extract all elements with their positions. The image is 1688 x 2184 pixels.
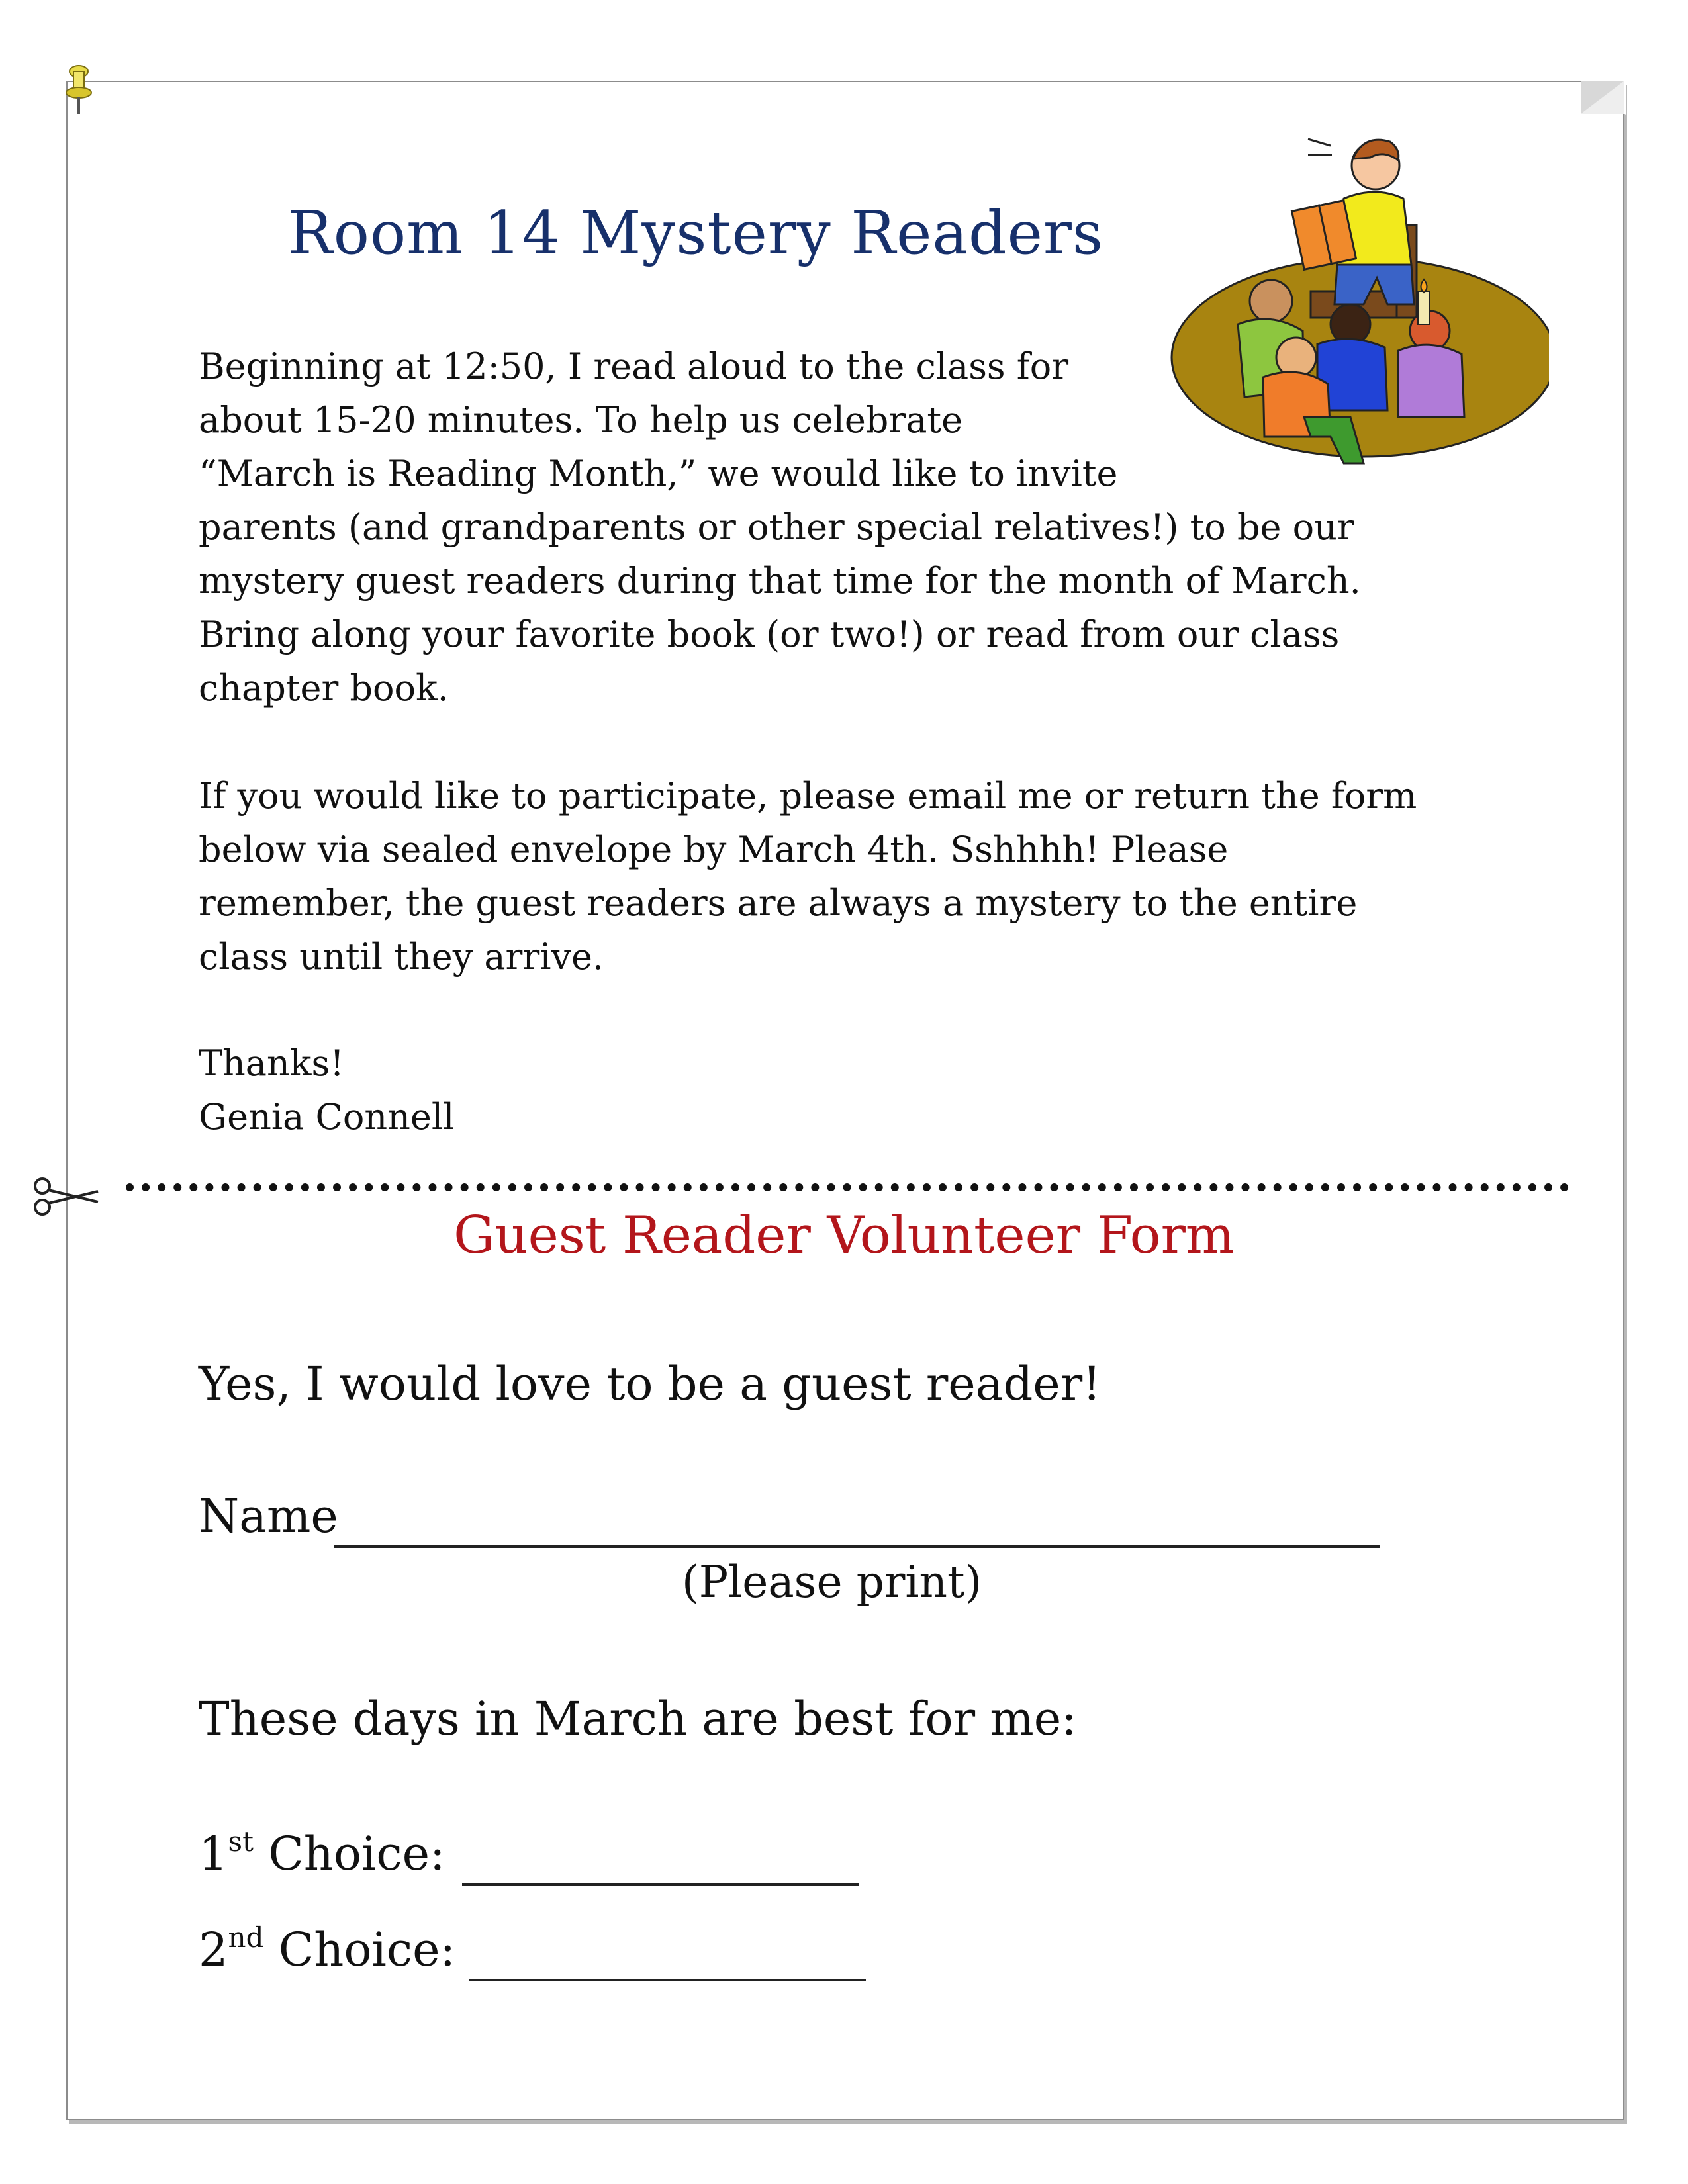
first-choice-label <box>199 1827 445 1881</box>
letter-paragraph-1 <box>199 340 1489 715</box>
form-title: Guest Reader Volunteer Form <box>453 1206 1235 1265</box>
closing-thanks: Thanks! <box>199 1042 344 1084</box>
signature-name: Genia Connell <box>199 1096 455 1138</box>
print-note: (Please print) <box>682 1557 982 1608</box>
letter-closing <box>199 1036 1489 1144</box>
letter-line: Beginning at 12:50, I read aloud to the class for <box>199 345 1069 387</box>
name-label: Name <box>199 1489 338 1543</box>
letter-line: below via sealed envelope by March 4th. Sshhhh! Please <box>199 829 1229 870</box>
letter-line: If you would like to participate, please email me or return the form <box>199 775 1417 817</box>
choice-ordinal: st <box>228 1825 254 1858</box>
page-corner-fold <box>1581 81 1624 114</box>
pushpin-icon <box>64 64 94 115</box>
choice-ordinal: nd <box>228 1921 264 1954</box>
letter-paragraph-2 <box>199 769 1489 983</box>
letter-line: parents (and grandparents or other special relatives!) to be our <box>199 506 1354 548</box>
letter-line: chapter book. <box>199 667 449 709</box>
second-choice-field[interactable] <box>469 1979 866 1981</box>
cut-line <box>126 1183 1569 1201</box>
choice-number: 1 <box>199 1827 228 1881</box>
second-choice-label <box>199 1923 455 1977</box>
choice-text: Choice: <box>278 1923 456 1977</box>
volunteer-statement: Yes, I would love to be a guest reader! <box>199 1357 1102 1411</box>
letter-line: about 15-20 minutes. To help us celebrate <box>199 399 963 441</box>
choice-number: 2 <box>199 1923 228 1977</box>
page-title: Room 14 Mystery Readers <box>288 199 1104 268</box>
choice-text: Choice: <box>268 1827 445 1881</box>
letter-line: mystery guest readers during that time for the month of March. <box>199 560 1361 602</box>
letter-line: class until they arrive. <box>199 936 604 978</box>
letter-line: remember, the guest readers are always a mystery to the entire <box>199 882 1358 924</box>
first-choice-field[interactable] <box>462 1883 859 1886</box>
letter-line: “March is Reading Month,” we would like to invite <box>199 453 1118 494</box>
letter-line: Bring along your favorite book (or two!) or read from our class <box>199 614 1340 655</box>
name-field[interactable] <box>334 1545 1380 1548</box>
days-prompt: These days in March are best for me: <box>199 1692 1077 1746</box>
